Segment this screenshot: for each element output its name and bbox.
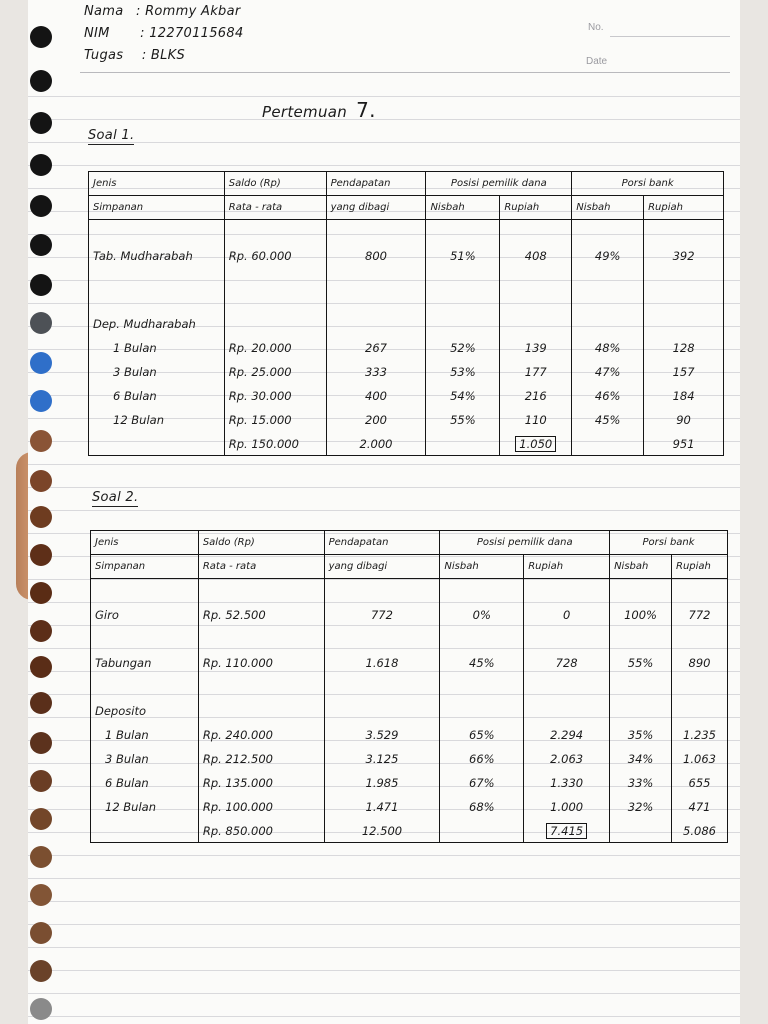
binder-hole bbox=[30, 732, 52, 754]
cell-jenis: 1 Bulan bbox=[89, 336, 225, 360]
binder-hole bbox=[30, 922, 52, 944]
table-row bbox=[89, 244, 724, 268]
header-jenis: Jenis bbox=[91, 531, 199, 555]
date-label: Date bbox=[586, 56, 608, 67]
cell-pendapatan: 333 bbox=[326, 360, 426, 384]
table-row bbox=[91, 699, 728, 723]
cell-rupiah-bank: 184 bbox=[644, 384, 724, 408]
total-pendapatan: 12.500 bbox=[324, 819, 440, 843]
cell-nisbah-bank: 32% bbox=[610, 795, 672, 819]
binder-hole bbox=[30, 112, 52, 134]
cell-rupiah: 0 bbox=[524, 603, 610, 627]
cell-pendapatan: 800 bbox=[326, 244, 426, 268]
cell-jenis: 6 Bulan bbox=[91, 771, 199, 795]
cell-rupiah: 2.063 bbox=[524, 747, 610, 771]
header-rupiah: Rupiah bbox=[500, 196, 572, 220]
nama-value: : Rommy Akbar bbox=[135, 4, 241, 19]
table-row bbox=[91, 795, 728, 819]
cell-jenis: 3 Bulan bbox=[89, 360, 225, 384]
cell-nisbah-bank: 100% bbox=[610, 603, 672, 627]
cell-pendapatan: 1.471 bbox=[324, 795, 440, 819]
header-rupiah: Rupiah bbox=[524, 555, 610, 579]
header-rule bbox=[80, 72, 730, 73]
meeting-number: 7. bbox=[356, 98, 376, 122]
table-row bbox=[91, 747, 728, 771]
cell-saldo: Rp. 240.000 bbox=[198, 723, 324, 747]
cell-nisbah: 54% bbox=[426, 384, 500, 408]
total-row bbox=[91, 819, 728, 843]
header-rupiah-bank: Rupiah bbox=[672, 555, 728, 579]
cell-pendapatan: 200 bbox=[326, 408, 426, 432]
binder-hole bbox=[30, 960, 52, 982]
cell-saldo: Rp. 135.000 bbox=[198, 771, 324, 795]
cell-nisbah-bank: 55% bbox=[610, 651, 672, 675]
binder-hole bbox=[30, 470, 52, 492]
cell-pendapatan: 1.618 bbox=[324, 651, 440, 675]
binder-hole bbox=[30, 70, 52, 92]
cell-rupiah: 177 bbox=[500, 360, 572, 384]
total-rupiah: 7.415 bbox=[546, 823, 587, 839]
cell-nisbah: 67% bbox=[440, 771, 524, 795]
total-rupiah-bank: 951 bbox=[644, 432, 724, 456]
cell-saldo: Rp. 100.000 bbox=[198, 795, 324, 819]
tugas-label: Tugas bbox=[84, 48, 124, 63]
cell-nisbah-bank: 33% bbox=[610, 771, 672, 795]
binder-hole bbox=[30, 274, 52, 296]
header-dibagi: yang dibagi bbox=[324, 555, 440, 579]
cell-nisbah-bank: 49% bbox=[572, 244, 644, 268]
cell-rupiah-bank: 1.235 bbox=[672, 723, 728, 747]
table-row bbox=[89, 384, 724, 408]
no-rule bbox=[610, 36, 730, 37]
header-dibagi: yang dibagi bbox=[326, 196, 426, 220]
binder-hole bbox=[30, 154, 52, 176]
header-porsi: Porsi bank bbox=[572, 172, 724, 196]
binder-hole bbox=[30, 544, 52, 566]
header-posisi: Posisi pemilik dana bbox=[440, 531, 610, 555]
table-row bbox=[91, 723, 728, 747]
binder-hole bbox=[30, 195, 52, 217]
tugas-value: : BLKS bbox=[141, 48, 186, 63]
soal-2-label: Soal 2. bbox=[92, 490, 139, 505]
cell-rupiah: 1.330 bbox=[524, 771, 610, 795]
soal-2-table bbox=[90, 530, 728, 843]
header-simpanan: Simpanan bbox=[91, 555, 199, 579]
cell-nisbah: 52% bbox=[426, 336, 500, 360]
cell-rupiah-bank: 128 bbox=[644, 336, 724, 360]
cell-nisbah: 51% bbox=[426, 244, 500, 268]
cell-rupiah-bank: 772 bbox=[672, 603, 728, 627]
total-rupiah: 1.050 bbox=[515, 436, 556, 452]
header-saldo: Saldo (Rp) bbox=[224, 172, 326, 196]
cell-jenis: 1 Bulan bbox=[91, 723, 199, 747]
table-row bbox=[89, 408, 724, 432]
cell-dep-label: Deposito bbox=[91, 699, 199, 723]
header-row bbox=[91, 531, 728, 555]
binder-hole bbox=[30, 390, 52, 412]
binder-hole bbox=[30, 808, 52, 830]
cell-nisbah-bank: 48% bbox=[572, 336, 644, 360]
binder-hole bbox=[30, 884, 52, 906]
cell-nisbah-bank: 46% bbox=[572, 384, 644, 408]
cell-pendapatan: 3.529 bbox=[324, 723, 440, 747]
binder-hole bbox=[30, 692, 52, 714]
header-saldo: Saldo (Rp) bbox=[198, 531, 324, 555]
header-pendapatan: Pendapatan bbox=[324, 531, 440, 555]
header-jenis: Jenis bbox=[89, 172, 225, 196]
binder-hole bbox=[30, 26, 52, 48]
binder-hole bbox=[30, 656, 52, 678]
cell-jenis: Tabungan bbox=[91, 651, 199, 675]
total-pendapatan: 2.000 bbox=[326, 432, 426, 456]
cell-saldo: Rp. 110.000 bbox=[198, 651, 324, 675]
total-rupiah-bank: 5.086 bbox=[672, 819, 728, 843]
binder-hole bbox=[30, 430, 52, 452]
cell-saldo: Rp. 30.000 bbox=[224, 384, 326, 408]
cell-nisbah: 0% bbox=[440, 603, 524, 627]
meeting-title-text: Pertemuan bbox=[262, 103, 348, 121]
header-rata: Rata - rata bbox=[198, 555, 324, 579]
binder-hole bbox=[30, 998, 52, 1020]
header-nisbah: Nisbah bbox=[440, 555, 524, 579]
binder-hole bbox=[30, 312, 52, 334]
header-row bbox=[91, 555, 728, 579]
header-nisbah: Nisbah bbox=[426, 196, 500, 220]
cell-jenis: Tab. Mudharabah bbox=[89, 244, 225, 268]
no-label: No. bbox=[588, 22, 604, 33]
cell-rupiah: 216 bbox=[500, 384, 572, 408]
header-porsi: Porsi bank bbox=[610, 531, 728, 555]
header-nisbah-bank: Nisbah bbox=[572, 196, 644, 220]
table-row bbox=[91, 771, 728, 795]
cell-rupiah-bank: 890 bbox=[672, 651, 728, 675]
cell-nisbah: 66% bbox=[440, 747, 524, 771]
nim-value: : 12270115684 bbox=[140, 26, 244, 41]
cell-rupiah: 408 bbox=[500, 244, 572, 268]
cell-saldo: Rp. 52.500 bbox=[198, 603, 324, 627]
header-nama bbox=[84, 4, 241, 19]
cell-nisbah-bank: 35% bbox=[610, 723, 672, 747]
cell-dep-label: Dep. Mudharabah bbox=[89, 312, 225, 336]
cell-rupiah-bank: 90 bbox=[644, 408, 724, 432]
cell-pendapatan: 400 bbox=[326, 384, 426, 408]
soal-1-table bbox=[88, 171, 724, 456]
cell-rupiah-bank: 655 bbox=[672, 771, 728, 795]
cell-nisbah: 45% bbox=[440, 651, 524, 675]
header-nisbah-bank: Nisbah bbox=[610, 555, 672, 579]
cell-nisbah-bank: 45% bbox=[572, 408, 644, 432]
cell-nisbah: 53% bbox=[426, 360, 500, 384]
nama-label: Nama bbox=[84, 4, 124, 19]
binder-hole bbox=[30, 770, 52, 792]
header-simpanan: Simpanan bbox=[89, 196, 225, 220]
binder-hole bbox=[30, 352, 52, 374]
cell-nisbah: 55% bbox=[426, 408, 500, 432]
table-row bbox=[91, 651, 728, 675]
table-row bbox=[89, 360, 724, 384]
binder-hole bbox=[30, 846, 52, 868]
cell-rupiah: 110 bbox=[500, 408, 572, 432]
cell-jenis: 3 Bulan bbox=[91, 747, 199, 771]
cell-rupiah: 728 bbox=[524, 651, 610, 675]
header-tugas bbox=[84, 48, 185, 63]
cell-pendapatan: 772 bbox=[324, 603, 440, 627]
binder-hole bbox=[30, 234, 52, 256]
cell-nisbah: 68% bbox=[440, 795, 524, 819]
binder-hole bbox=[30, 582, 52, 604]
total-saldo: Rp. 150.000 bbox=[224, 432, 326, 456]
cell-pendapatan: 1.985 bbox=[324, 771, 440, 795]
cell-jenis: Giro bbox=[91, 603, 199, 627]
table-row bbox=[91, 603, 728, 627]
cell-nisbah-bank: 34% bbox=[610, 747, 672, 771]
cell-nisbah-bank: 47% bbox=[572, 360, 644, 384]
header-posisi: Posisi pemilik dana bbox=[426, 172, 572, 196]
table-row bbox=[89, 336, 724, 360]
binder-hole bbox=[30, 506, 52, 528]
cell-pendapatan: 3.125 bbox=[324, 747, 440, 771]
total-saldo: Rp. 850.000 bbox=[198, 819, 324, 843]
notebook-page bbox=[28, 0, 740, 1024]
cell-rupiah-bank: 392 bbox=[644, 244, 724, 268]
header-rata: Rata - rata bbox=[224, 196, 326, 220]
cell-saldo: Rp. 212.500 bbox=[198, 747, 324, 771]
header-rupiah-bank: Rupiah bbox=[644, 196, 724, 220]
cell-saldo: Rp. 60.000 bbox=[224, 244, 326, 268]
cell-rupiah: 2.294 bbox=[524, 723, 610, 747]
cell-jenis: 12 Bulan bbox=[91, 795, 199, 819]
cell-rupiah-bank: 1.063 bbox=[672, 747, 728, 771]
cell-rupiah-bank: 471 bbox=[672, 795, 728, 819]
meeting-title bbox=[262, 98, 376, 122]
cell-pendapatan: 267 bbox=[326, 336, 426, 360]
cell-rupiah: 139 bbox=[500, 336, 572, 360]
header-nim bbox=[84, 26, 244, 41]
cell-jenis: 12 Bulan bbox=[89, 408, 225, 432]
cell-rupiah: 1.000 bbox=[524, 795, 610, 819]
cell-jenis: 6 Bulan bbox=[89, 384, 225, 408]
cell-saldo: Rp. 15.000 bbox=[224, 408, 326, 432]
cell-saldo: Rp. 25.000 bbox=[224, 360, 326, 384]
header-row bbox=[89, 196, 724, 220]
cell-saldo: Rp. 20.000 bbox=[224, 336, 326, 360]
cell-nisbah: 65% bbox=[440, 723, 524, 747]
table-row bbox=[89, 312, 724, 336]
total-row bbox=[89, 432, 724, 456]
header-row bbox=[89, 172, 724, 196]
header-pendapatan: Pendapatan bbox=[326, 172, 426, 196]
cell-rupiah-bank: 157 bbox=[644, 360, 724, 384]
soal-1-label: Soal 1. bbox=[88, 128, 135, 143]
binder-hole bbox=[30, 620, 52, 642]
nim-label: NIM bbox=[84, 26, 110, 41]
